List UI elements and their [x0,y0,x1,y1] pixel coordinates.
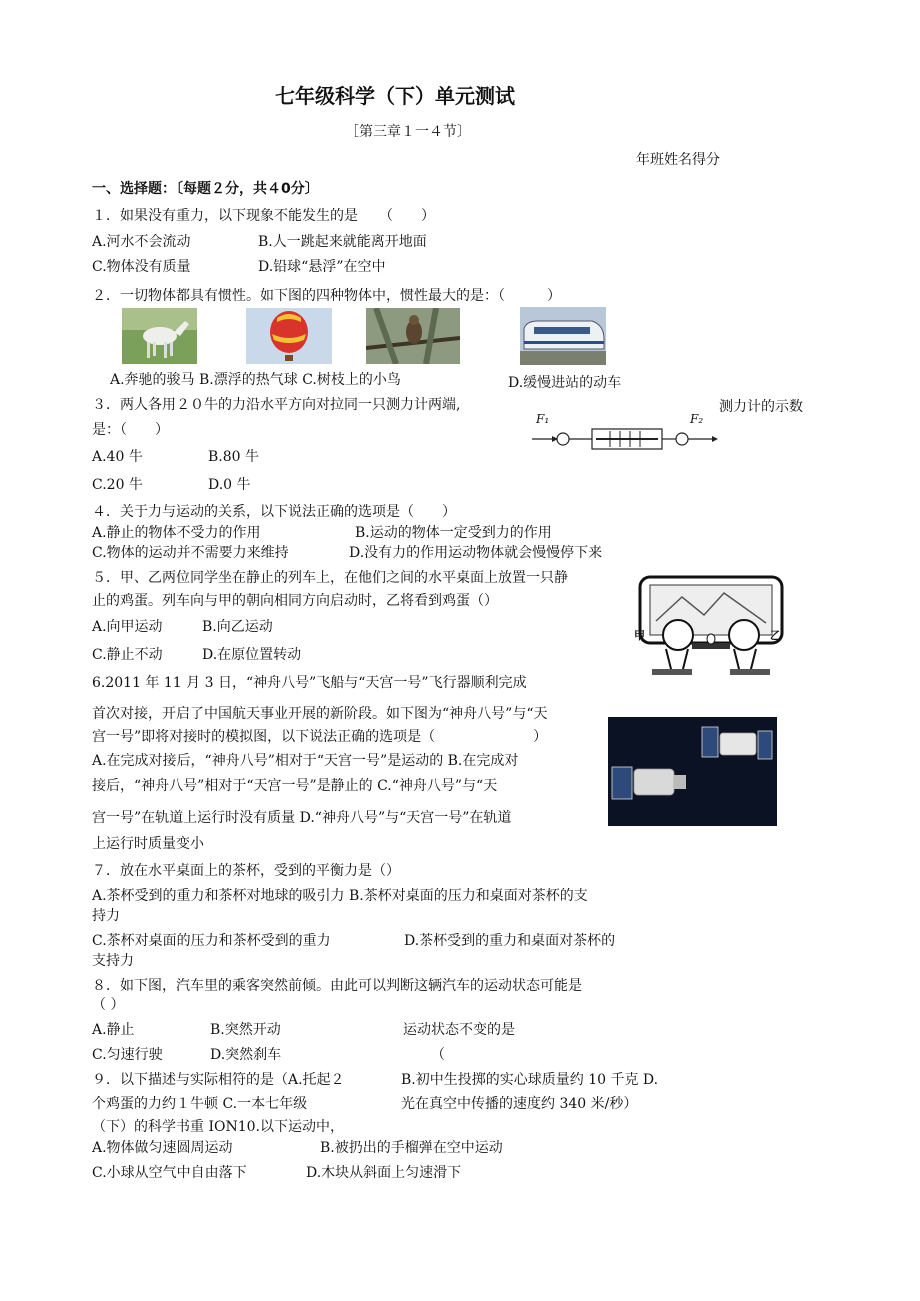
q10-option-d: D.木块从斜面上匀速滑下 [306,1165,462,1181]
q3-option-c: C.20 牛 [92,477,143,493]
q6-line-3: 宫一号”即将对接时的模拟图，以下说法正确的选项是（ ） [92,729,548,745]
horse-photo [122,308,197,364]
q5-option-d: D.在原位置转动 [202,647,302,663]
q4-option-d: D.没有力的作用运动物体就会慢慢停下来 [349,545,603,561]
q9-line-1-right: B.初中生投掷的实心球质量约 10 千克 D. [401,1072,659,1088]
q5-stem-line-2: 止的鸡蛋。列车向与甲的朝向相同方向启动时，乙将看到鸡蛋（） [92,593,498,609]
q10-option-a: A.物体做匀速圆周运动 [92,1140,233,1156]
q6-line-5: 接后，“神舟八号”相对于“天宫一号”是静止的 C.“神舟八号”与“天 [92,778,498,794]
label-jia: 甲 [634,629,645,642]
q5-option-a: A.向甲运动 [92,619,163,635]
q7-option-b-continued: 持力 [92,908,120,924]
q6-line-2: 首次对接，开启了中国航天事业开展的新阶段。如下图为“神舟八号”与“天 [92,706,548,722]
q9-line-3: （下）的科学书重 ION10.以下运动中， [92,1119,344,1135]
q8-answer-paren: （ ） [92,997,125,1013]
q10-stem-fragment: 运动状态不变的是 [403,1022,515,1038]
q3-stem-continued: 是：（ ） [92,422,169,438]
q1-option-b: B.人一跳起来就能离开地面 [258,234,427,250]
q4-option-b: B.运动的物体一定受到力的作用 [355,525,552,541]
q2-option-d: D.缓慢进站的动车 [508,375,622,391]
q9-line-1-left: ９．以下描述与实际相符的是（A.托起２ [92,1072,345,1088]
force-label-f2: F₂ [690,412,704,426]
bird-on-branch-photo [366,308,460,364]
q3-option-a: A.40 牛 [92,449,143,465]
q6-line-4: A.在完成对接后，“神舟八号”相对于“天宫一号”是运动的 B.在完成对 [92,753,519,769]
q9-line-2-left: 个鸡蛋的力约１牛顿 C.一本七年级 [92,1096,308,1112]
q8-option-b: B.突然开动 [210,1022,281,1038]
q2-stem: ２．一切物体都具有惯性。如下图的四种物体中，惯性最大的是：（ ） [92,288,561,304]
q8-option-c: C.匀速行驶 [92,1047,163,1063]
page-title: 七年级科学（下）单元测试 [275,84,515,108]
q10-paren-fragment: （ [431,1047,445,1063]
spacecraft-docking-image [608,717,777,826]
q1-stem: １．如果没有重力，以下现象不能发生的是 （ ） [92,208,435,224]
q5-option-c: C.静止不动 [92,647,163,663]
q4-option-a: A.静止的物体不受力的作用 [92,525,261,541]
q1-option-a: A.河水不会流动 [92,234,191,250]
q8-stem: ８．如下图，汽车里的乘客突然前倾。由此可以判断这辆汽车的运动状态可能是 [92,978,582,994]
q3-option-b: B.80 牛 [208,449,260,465]
q9-line-2-right: 光在真空中传播的速度约 340 米/秒） [401,1096,638,1112]
bullet-train-photo [520,307,606,365]
q4-option-c: C.物体的运动并不需要力来维持 [92,545,289,561]
q6-line-7: 上运行时质量变小 [92,836,204,852]
section-heading: 一、选择题：〔每题２分，共４0分〕 [92,181,319,197]
q2-options-abc: A.奔驰的骏马 B.漂浮的热气球 C.树枝上的小鸟 [110,372,401,388]
student-info-line: 年班姓名得分 [636,152,720,168]
q7-option-c: C.茶杯对桌面的压力和茶杯受到的重力 [92,933,331,949]
q3-stem-tail: 测力计的示数 [719,399,803,415]
q8-option-d: D.突然刹车 [210,1047,282,1063]
hot-air-balloon-photo [246,308,332,364]
q6-line-6: 宫一号”在轨道上运行时没有质量 D.“神舟八号”与“天宫一号”在轨道 [92,810,512,826]
q8-option-a: A.静止 [92,1022,135,1038]
q1-option-d: D.铅球“悬浮”在空中 [258,259,386,275]
q3-stem: ３．两人各用２０牛的力沿水平方向对拉同一只测力计两端, [92,397,461,413]
q10-option-c: C.小球从空气中自由落下 [92,1165,247,1181]
q5-stem-line-1: ５．甲、乙两位同学坐在静止的列车上，在他们之间的水平桌面上放置一只静 [92,570,568,586]
q5-option-b: B.向乙运动 [202,619,273,635]
q10-option-b: B.被扔出的手榴弹在空中运动 [320,1140,503,1156]
label-yi: 乙 [770,629,781,642]
q6-line-1: 6.2011 年 11 月 3 日，“神舟八号”飞船与“天宫一号”飞行器顺利完成 [92,675,527,691]
train-passengers-illustration [632,573,790,681]
force-label-f1: F₁ [536,412,550,426]
q4-stem: ４．关于力与运动的关系，以下说法正确的选项是（ ） [92,504,456,520]
q7-options-ab: A.茶杯受到的重力和茶杯对地球的吸引力 B.茶杯对桌面的压力和桌面对茶杯的支 [92,888,588,904]
page-subtitle: ［第三章１一４节〕 [345,124,471,140]
q7-stem: ７．放在水平桌面上的茶杯，受到的平衡力是（） [92,863,400,879]
q7-option-d: D.茶杯受到的重力和桌面对茶杯的 [404,933,616,949]
q1-option-c: C.物体没有质量 [92,259,191,275]
q7-option-d-continued: 支持力 [92,953,134,969]
q3-option-d: D.0 牛 [208,477,251,493]
